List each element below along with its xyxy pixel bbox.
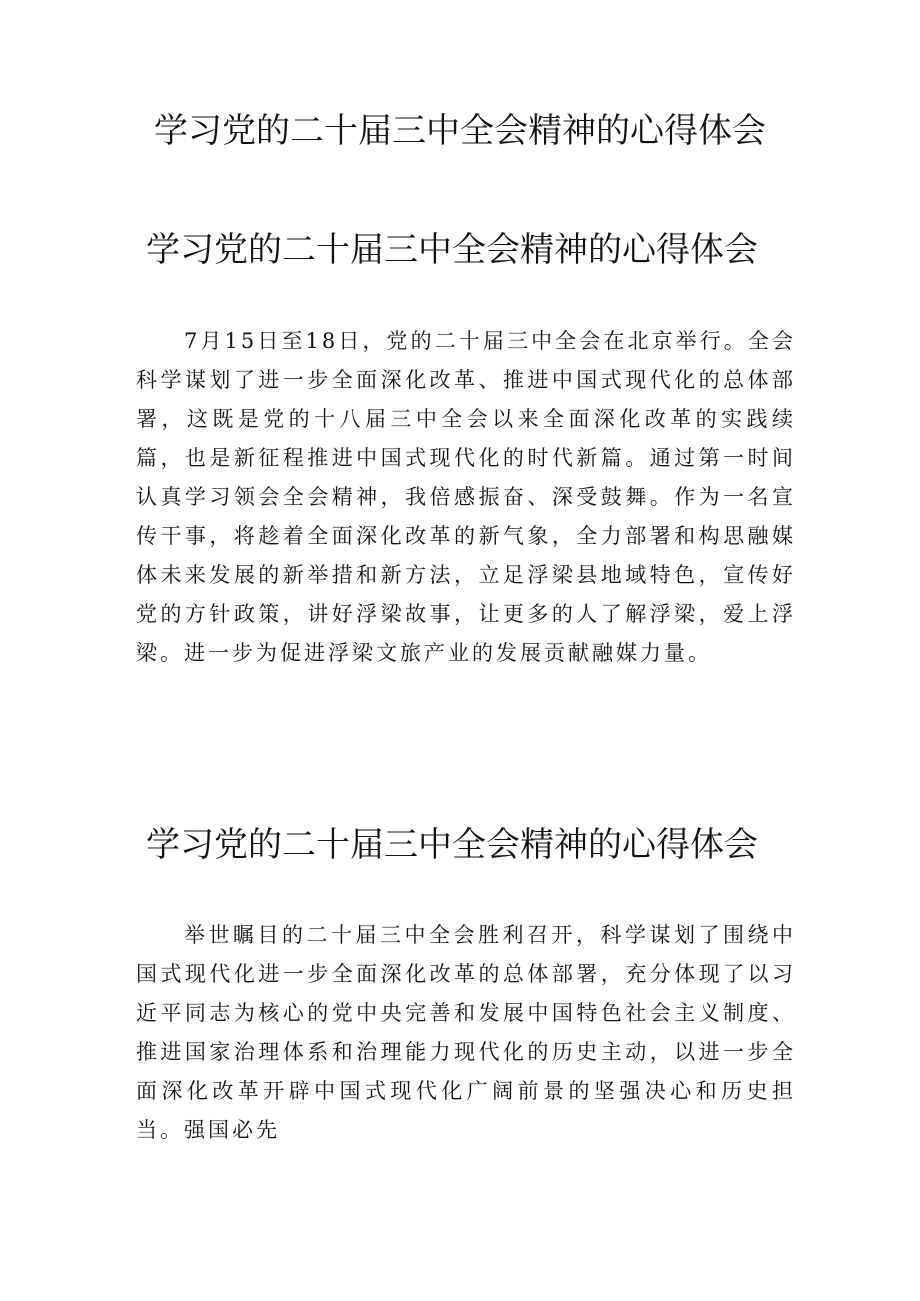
section-paragraph-2: 举世瞩目的二十届三中全会胜利召开，科学谋划了围绕中国式现代化进一步全面深化改革的总体部署，充分体现了以习近平同志为核心的党中央完善和发展中国特色社会主义制度、推进国家治理体系和治理能力现代化的历史主动，以进一步全面深化改革开辟中国式现代化广阔前景的坚强决心和历史担当。强国必先 — [136, 923, 796, 1142]
document-title: 学习党的二十届三中全会精神的心得体会 — [154, 111, 766, 151]
section-heading-1: 学习党的二十届三中全会精神的心得体会 — [146, 230, 758, 270]
section-paragraph-1: 7月15日至18日，党的二十届三中全会在北京举行。全会科学谋划了进一步全面深化改革、推进中国式现代化的总体部署，这既是党的十八届三中全会以来全面深化改革的实践续篇，也是新征程推进中国式现代化的时代新篇。通过第一时间认真学习领会全会精神，我倍感振奋、深受鼓舞。作为一名宣传干事，将趁着全面深化改革的新气象，全力部署和构思融媒体未来发展的新举措和新方法，立足浮梁县地域特色，宣传好党的方针政策，讲好浮梁故事，让更多的人了解浮梁，爱上浮梁。进一步为促进浮梁文旅产业的发展贡献融媒力量。 — [136, 329, 796, 665]
section-heading-2: 学习党的二十届三中全会精神的心得体会 — [146, 825, 758, 865]
